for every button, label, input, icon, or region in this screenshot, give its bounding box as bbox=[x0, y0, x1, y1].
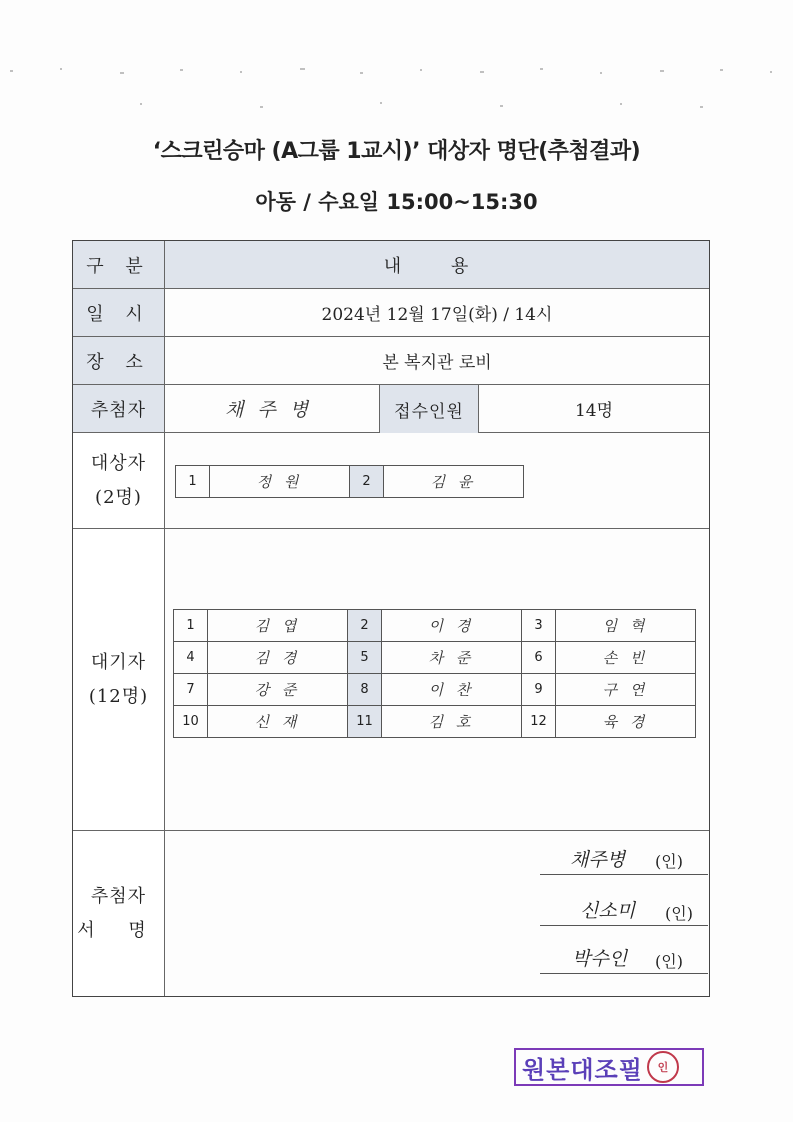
target-no: 1 bbox=[176, 466, 210, 498]
signer-name: 박수인 bbox=[572, 948, 628, 970]
wait-no: 11 bbox=[348, 706, 382, 738]
signature-label-cell bbox=[73, 831, 165, 996]
signer-mark: (인) bbox=[655, 852, 683, 871]
wait-name: 김 호 bbox=[382, 706, 522, 738]
waitlist-label: 대기자 bbox=[90, 651, 147, 673]
date-value: 2024년 12월 17일(화) / 14시 bbox=[165, 289, 709, 337]
applicants-value: 14명 bbox=[574, 401, 614, 421]
signature-label-2: 서 명 bbox=[77, 919, 160, 941]
wait-name: 구 연 bbox=[556, 674, 696, 706]
wait-no: 5 bbox=[348, 642, 382, 674]
waitlist-count: (12명) bbox=[88, 685, 149, 707]
wait-no: 3 bbox=[522, 610, 556, 642]
wait-no: 9 bbox=[522, 674, 556, 706]
target-no: 2 bbox=[350, 466, 384, 498]
wait-name: 육 경 bbox=[556, 706, 696, 738]
wait-no: 12 bbox=[522, 706, 556, 738]
targets-label: 대상자 bbox=[90, 452, 147, 474]
wait-no: 10 bbox=[174, 706, 208, 738]
target-name: 김 윤 bbox=[384, 466, 524, 498]
targets-table bbox=[175, 465, 524, 498]
target-name: 정 원 bbox=[210, 466, 350, 498]
page-subtitle: 아동 / 수요일 15:00~15:30 bbox=[255, 190, 538, 214]
stamp-text: 원본대조필 bbox=[522, 1055, 643, 1084]
wait-name: 이 찬 bbox=[382, 674, 522, 706]
applicants-label: 접수인원 bbox=[379, 385, 479, 433]
date-label: 일 시 bbox=[73, 289, 165, 337]
wait-no: 7 bbox=[174, 674, 208, 706]
drawer-name: 채 주 병 bbox=[225, 399, 313, 421]
wait-no: 1 bbox=[174, 610, 208, 642]
drawer-label: 추첨자 bbox=[73, 385, 165, 433]
wait-name: 이 경 bbox=[382, 610, 522, 642]
place-value: 본 복지관 로비 bbox=[165, 337, 709, 385]
signature-line bbox=[540, 874, 708, 875]
waitlist-table bbox=[173, 609, 696, 738]
page-title: ‘스크린승마 (A그룹 1교시)’ 대상자 명단(추첨결과) bbox=[152, 139, 641, 164]
signature-line bbox=[540, 973, 708, 974]
signature-label-1: 추첨자 bbox=[90, 885, 147, 907]
seal-icon: 인 bbox=[647, 1051, 679, 1083]
targets-count: (2명) bbox=[95, 486, 142, 508]
signer-mark: (인) bbox=[655, 952, 683, 971]
signer-mark: (인) bbox=[665, 904, 693, 923]
wait-no: 2 bbox=[348, 610, 382, 642]
wait-name: 임 혁 bbox=[556, 610, 696, 642]
waitlist-label-cell bbox=[73, 529, 165, 831]
wait-name: 신 재 bbox=[208, 706, 348, 738]
wait-name: 손 빈 bbox=[556, 642, 696, 674]
header-category: 구 분 bbox=[73, 241, 165, 289]
wait-no: 6 bbox=[522, 642, 556, 674]
result-table bbox=[72, 240, 710, 997]
original-copy-stamp bbox=[514, 1048, 704, 1086]
targets-label-cell bbox=[73, 433, 165, 529]
signer-name: 신소미 bbox=[580, 900, 636, 922]
signer-name: 채주병 bbox=[570, 849, 626, 871]
wait-name: 김 엽 bbox=[208, 610, 348, 642]
header-content: 내 용 bbox=[165, 241, 709, 289]
place-label: 장 소 bbox=[73, 337, 165, 385]
wait-name: 강 준 bbox=[208, 674, 348, 706]
wait-name: 김 경 bbox=[208, 642, 348, 674]
wait-name: 차 준 bbox=[382, 642, 522, 674]
scan-noise bbox=[0, 58, 793, 138]
signature-line bbox=[540, 925, 708, 926]
wait-no: 8 bbox=[348, 674, 382, 706]
wait-no: 4 bbox=[174, 642, 208, 674]
